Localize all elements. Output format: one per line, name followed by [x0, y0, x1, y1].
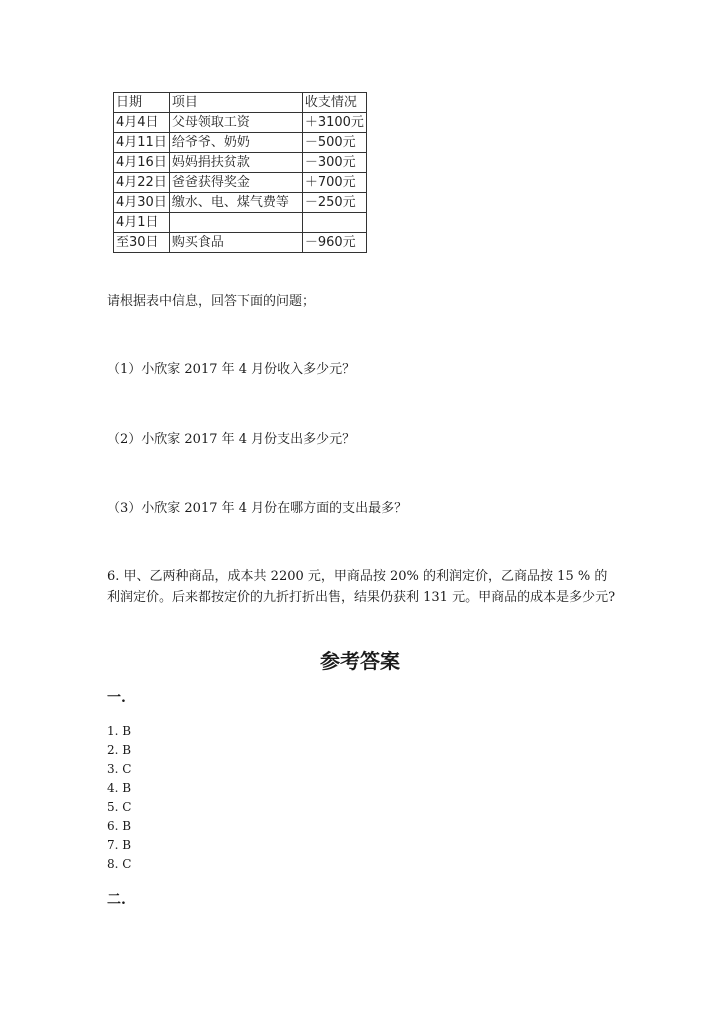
table-row [114, 233, 367, 253]
answer-item: 2. B [107, 743, 132, 757]
item-cell: 父母领取工资 [169, 113, 302, 133]
table-row [114, 193, 367, 213]
answer-item: 3. C [107, 762, 132, 776]
item-cell: 购买食品 [169, 233, 302, 253]
amount-cell [302, 213, 366, 233]
question-2: （2）小欣家 2017 年 4 月份支出多少元？ [107, 432, 356, 447]
problem-6: 6. 甲、乙两种商品，成本共 2200 元，甲商品按 20% 的利润定价，乙商品按 15 % 的利润定价。后来都按定价的九折打折出售，结果仍获利 131 元。甲商品的成本是多少元? [107, 569, 616, 605]
table-intro-text: 请根据表中信息，回答下面的问题； [107, 294, 316, 309]
answer-item: 7. B [107, 838, 132, 852]
table-row [114, 213, 367, 233]
question-1: （1）小欣家 2017 年 4 月份收入多少元？ [107, 362, 356, 377]
table-row [114, 153, 367, 173]
table-row [114, 173, 367, 193]
date-cell: 日期 [114, 93, 170, 113]
amount-cell: －960元 [302, 233, 366, 253]
table-header-row [114, 93, 367, 113]
amount-cell: －300元 [302, 153, 366, 173]
income-expense-table [113, 92, 367, 253]
table-row [114, 133, 367, 153]
date-cell: 4月4日 [114, 113, 170, 133]
amount-cell: ＋700元 [302, 173, 366, 193]
amount-cell: 收支情况 [302, 93, 366, 113]
amount-cell: －500元 [302, 133, 366, 153]
answer-item: 8. C [107, 857, 132, 871]
date-cell: 4月16日 [114, 153, 170, 173]
answer-item: 4. B [107, 781, 132, 795]
section-one-label: 一. [107, 690, 126, 706]
date-cell: 4月11日 [114, 133, 170, 153]
amount-cell: －250元 [302, 193, 366, 213]
section-two-label: 二. [107, 892, 126, 908]
answer-list [107, 722, 131, 874]
item-cell: 项目 [169, 93, 302, 113]
item-cell: 爸爸获得奖金 [169, 173, 302, 193]
question-3: （3）小欣家 2017 年 4 月份在哪方面的支出最多？ [107, 501, 408, 516]
date-cell: 4月1日 [114, 213, 170, 233]
date-cell: 至30日 [114, 233, 170, 253]
item-cell: 缴水、电、煤气费等 [169, 193, 302, 213]
table-row [114, 113, 367, 133]
answer-item: 1. B [107, 724, 132, 738]
date-cell: 4月22日 [114, 173, 170, 193]
item-cell: 给爷爷、奶奶 [169, 133, 302, 153]
date-cell: 4月30日 [114, 193, 170, 213]
answer-item: 6. B [107, 819, 132, 833]
answer-item: 5. C [107, 800, 132, 814]
answer-key-heading: 参考答案 [320, 649, 400, 673]
item-cell: 妈妈捐扶贫款 [169, 153, 302, 173]
item-cell [169, 213, 302, 233]
amount-cell: ＋3100元 [302, 113, 366, 133]
